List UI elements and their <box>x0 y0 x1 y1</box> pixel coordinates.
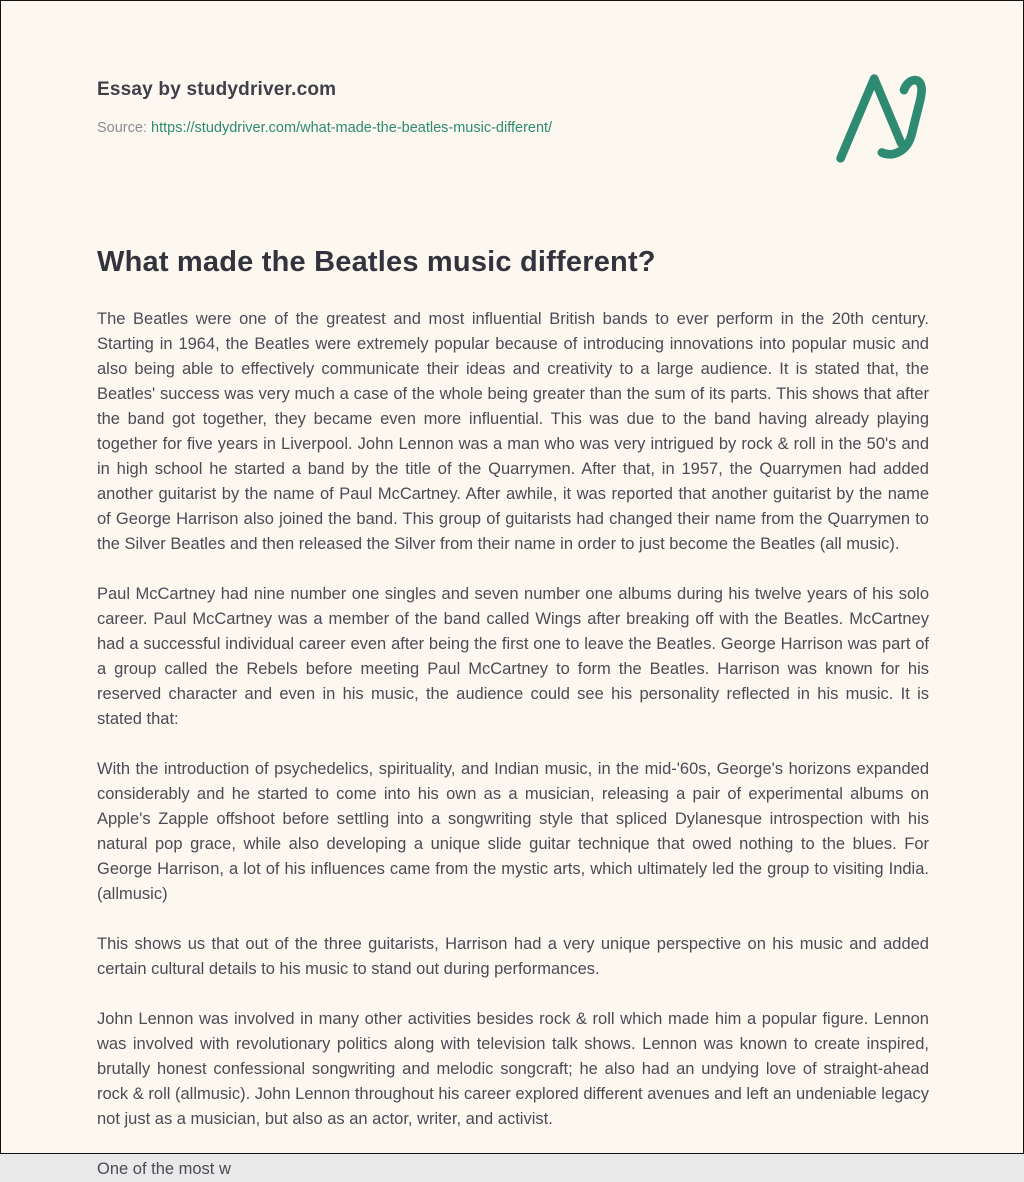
paragraph-2: Paul McCartney had nine number one singles and seven number one albums during his twelve years of his solo career. Paul McCartney was a member of the band called Wings after breaking off with the Beatles. McCartney had a successful individual career even after being the first one to leave the Beatles. George Harrison was part of a group called the Rebels before meeting Paul McCartney to form the Beatles. Harrison was known for his reserved character and even in his music, the audience could see his personality reflected in his music. It is stated that: <box>97 585 929 728</box>
paragraph-4: This shows us that out of the three guitarists, Harrison had a very unique perspective on his music and added certain cultural details to his music to stand out during performances. <box>97 935 929 978</box>
source-url-link[interactable]: https://studydriver.com/what-made-the-beatles-music-different/ <box>151 120 553 136</box>
essay-byline: Essay by studydriver.com <box>97 79 337 100</box>
source-line <box>97 120 929 136</box>
source-label: Source: <box>97 120 147 136</box>
page-title: What made the Beatles music different? <box>97 246 656 278</box>
paragraph-3: With the introduction of psychedelics, spirituality, and Indian music, in the mid-'60s, George's horizons expanded considerably and he started to come into his own as a musician, releasing a pair of experimental albums on Apple's Zapple offshoot before settling into a songwriting style that spliced Dylanesque introspection with his natural pop grace, while also developing a unique slide guitar technique that owed nothing to the blues. For George Harrison, a lot of his influences came from the mystic arts, which ultimately led the group to visiting India. (allmusic) <box>97 760 929 903</box>
paragraph-6-truncated: One of the most w <box>97 1160 231 1178</box>
paragraph-1: The Beatles were one of the greatest and most influential British bands to ever perform in the 20th century. Starting in 1964, the Beatles were extremely popular because of introducing innovations into popular music and also being able to effectively communicate their ideas and creativity to a large audience. It is stated that, the Beatles' success was very much a case of the whole being greater than the sum of its parts. This shows that after the band got together, they became even more influential. This was due to the band having already playing together for five years in Liverpool. John Lennon was a man who was very intrigued by rock & roll in the 50's and in high school he started a band by the title of the Quarrymen. After that, in 1957, the Quarrymen had added another guitarist by the name of Paul McCartney. After awhile, it was reported that another guitarist by the name of George Harrison also joined the band. This group of guitarists had changed their name from the Quarrymen to the Silver Beatles and then released the Silver from their name in order to just become the Beatles (all music). <box>97 310 929 553</box>
article-body <box>97 307 929 1182</box>
paragraph-5: John Lennon was involved in many other activities besides rock & roll which made him a popular figure. Lennon was involved with revolutionary politics along with television talk shows. Lennon was known to create inspired, brutally honest confessional songwriting and melodic songcraft; he also had an undying love of straight-ahead rock & roll (allmusic). John Lennon throughout his career explored different avenues and left an undeniable legacy not just as a musician, but also as an actor, writer, and activist. <box>97 1010 929 1128</box>
